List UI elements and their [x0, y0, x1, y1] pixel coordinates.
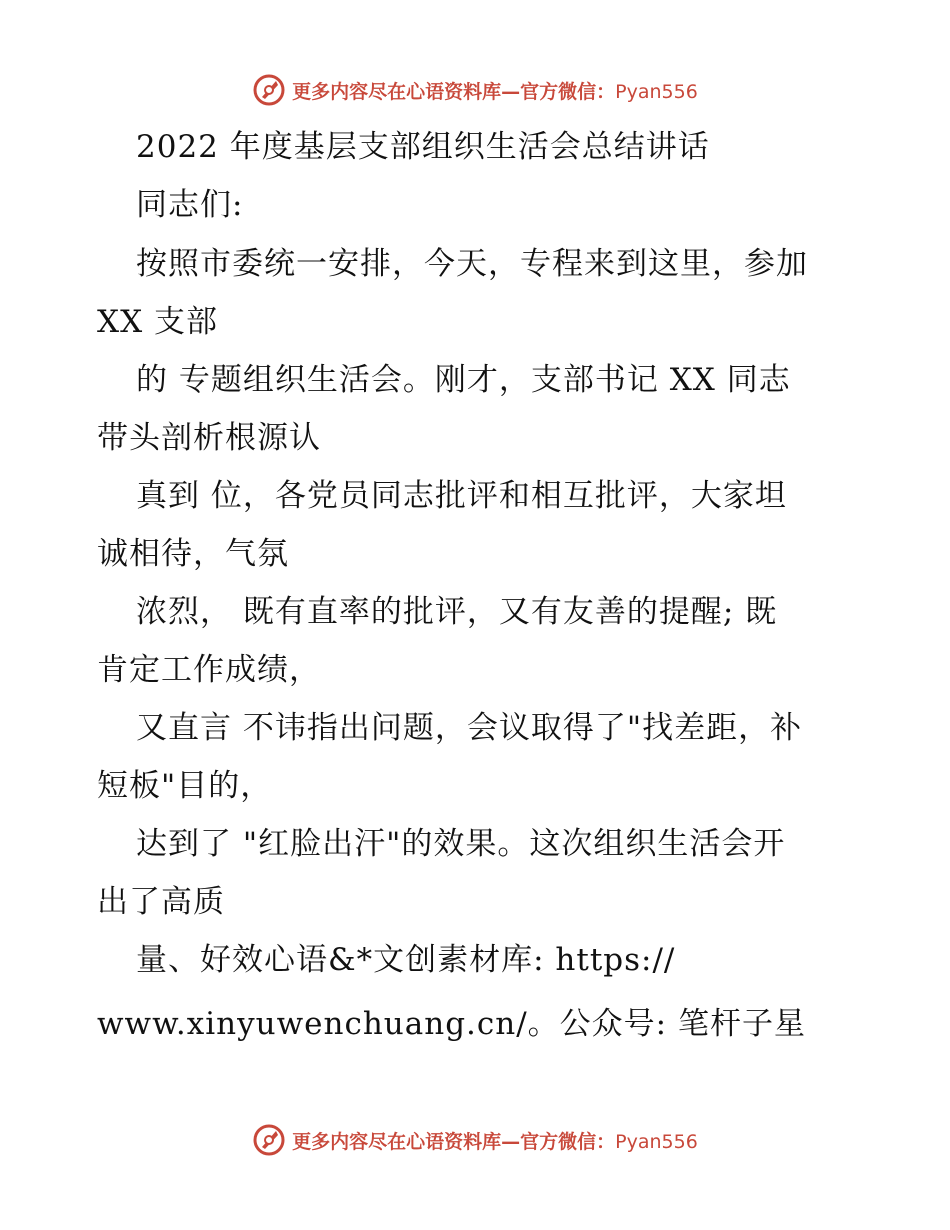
text-line: www.xinyuwenchuang.cn/。公众号: 笔杆子星 [97, 1006, 806, 1042]
text-line: 真到 位，各党员同志批评和相互批评，大家坦 [136, 478, 787, 514]
document-title: 2022 年度基层支部组织生活会总结讲话 [136, 129, 710, 165]
text-line: 浓烈， 既有直率的批评，又有友善的提醒; 既 [136, 594, 778, 630]
text-line: 的 专题组织生活会。刚才，支部书记 XX 同志 [136, 362, 791, 398]
text-line: 同志们: [136, 187, 244, 223]
footer-wechat-id: Pyan556 [615, 1130, 698, 1153]
text-line: 带头剖析根源认 [97, 420, 321, 456]
text-line: 量、好效心语&*文创素材库: https:// [136, 942, 676, 978]
header-banner-text: 更多内容尽在心语资料库—官方微信：Pyan556 [292, 80, 698, 103]
text-line: 达到了 "红脸出汗"的效果。这次组织生活会开 [136, 826, 786, 862]
header-wechat-id: Pyan556 [615, 80, 698, 103]
text-line: 短板"目的， [97, 768, 273, 804]
text-line: 按照市委统一安排，今天，专程来到这里，参加 [136, 246, 808, 282]
text-line: 肯定工作成绩， [97, 652, 321, 688]
quill-seal-logo-icon [252, 1123, 286, 1157]
text-line: 又直言 不讳指出问题，会议取得了"找差距，补 [136, 710, 803, 746]
text-line: 出了高质 [97, 884, 225, 920]
text-line: 诚相待，气氛 [97, 536, 289, 572]
quill-seal-logo-icon [252, 73, 286, 107]
text-line: XX 支部 [97, 304, 218, 340]
footer-banner [0, 1120, 950, 1160]
header-banner [0, 70, 950, 110]
footer-banner-text: 更多内容尽在心语资料库—官方微信：Pyan556 [292, 1130, 698, 1153]
